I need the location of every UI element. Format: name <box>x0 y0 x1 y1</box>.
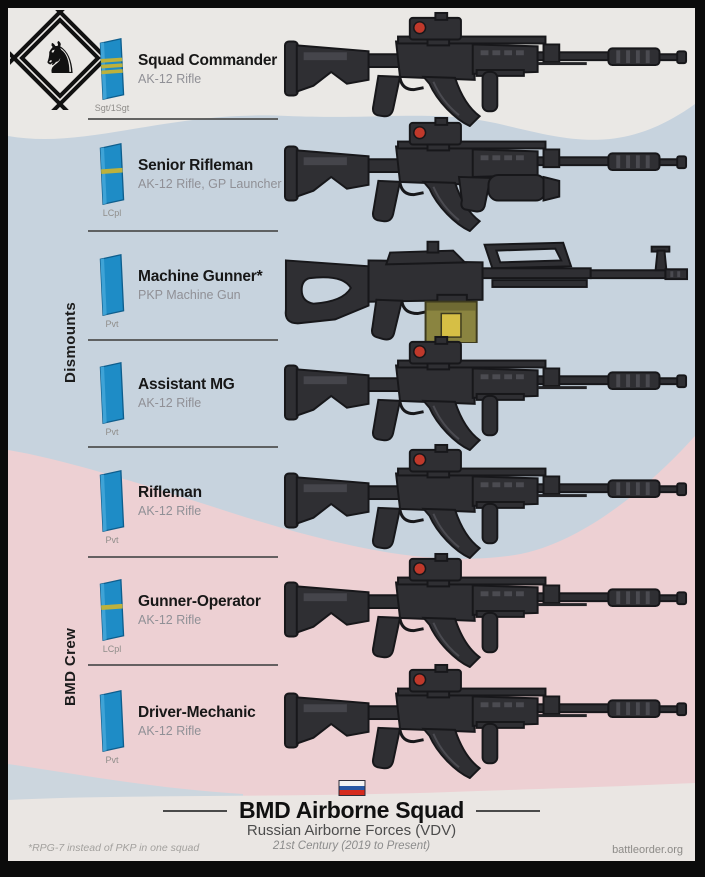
squad-title: BMD Airborne Squad <box>238 797 465 823</box>
ak12-gp-launcher-illustration <box>279 116 694 232</box>
infographic-content <box>8 8 695 861</box>
role-name: Assistant MG <box>138 375 235 393</box>
squad-role-row <box>8 446 695 556</box>
rank-label: Pvt <box>105 535 119 545</box>
rank-insignia <box>96 468 128 545</box>
squad-role-row <box>8 664 695 778</box>
squad-role-row <box>8 556 695 664</box>
role-name: Machine Gunner* <box>138 267 263 285</box>
squad-subtitle: Russian Airborne Forces (VDV) <box>246 822 457 839</box>
weapon-name: AK-12 Rifle <box>138 613 202 627</box>
rank-insignia <box>96 141 128 218</box>
weapon-name: AK-12 Rifle <box>138 724 202 738</box>
rank-insignia <box>96 360 128 437</box>
credit-site: battleorder.org <box>612 844 683 856</box>
ak12-rifle-illustration <box>279 552 694 668</box>
svg-text:♞: ♞ <box>40 33 80 84</box>
squad-role-row <box>8 118 695 230</box>
squad-role-row <box>8 230 695 339</box>
rank-insignia-graphic <box>96 468 128 534</box>
rank-insignia-graphic <box>96 577 128 643</box>
weapon-name: PKP Machine Gun <box>138 287 241 302</box>
rank-insignia <box>94 36 130 113</box>
weapon-name: AK-12 Rifle <box>138 504 202 518</box>
footnote: *RPG-7 instead of PKP in one squad <box>28 842 200 854</box>
title-flourish-line <box>163 810 227 812</box>
pkp-machine-gun-illustration <box>279 227 694 343</box>
rank-insignia <box>96 577 128 654</box>
rank-label: LCpl <box>102 208 122 218</box>
ak12-rifle-illustration <box>279 663 694 779</box>
rank-label: Sgt/1Sgt <box>94 103 130 113</box>
rank-insignia-graphic <box>96 360 128 426</box>
squad-role-row <box>8 339 695 446</box>
rank-insignia <box>96 688 128 765</box>
squad-role-row <box>8 20 695 118</box>
section-label-bmd-crew: BMD Crew <box>62 627 79 707</box>
role-name: Driver-Mechanic <box>138 704 256 721</box>
rank-label: Pvt <box>105 426 119 437</box>
rank-insignia-graphic <box>96 141 128 207</box>
squad-era: 21st Century (2019 to Present) <box>272 840 431 852</box>
weapon-name: AK-12 Rifle, GP Launcher <box>138 177 282 191</box>
weapon-name: AK-12 Rifle <box>138 395 202 410</box>
title-row <box>8 797 695 824</box>
rank-insignia-graphic <box>96 252 128 318</box>
rank-insignia-graphic <box>96 688 128 754</box>
role-name: Senior Rifleman <box>138 157 253 174</box>
rank-insignia-graphic <box>96 36 128 102</box>
rank-label: Pvt <box>105 755 119 765</box>
role-name: Gunner-Operator <box>138 593 261 610</box>
rank-insignia <box>96 252 128 329</box>
section-label-dismounts: Dismounts <box>62 301 79 383</box>
weapon-name: AK-12 Rifle <box>138 72 202 86</box>
ak12-rifle-illustration <box>279 443 694 559</box>
ak12-rifle-illustration <box>279 335 694 451</box>
rank-label: Pvt <box>105 318 119 329</box>
russia-flag-icon <box>338 780 365 796</box>
title-flourish-line <box>476 810 540 812</box>
role-name: Rifleman <box>138 484 202 501</box>
ak12-rifle-illustration <box>279 11 694 127</box>
role-name: Squad Commander <box>138 52 278 69</box>
rank-label: LCpl <box>102 644 122 654</box>
